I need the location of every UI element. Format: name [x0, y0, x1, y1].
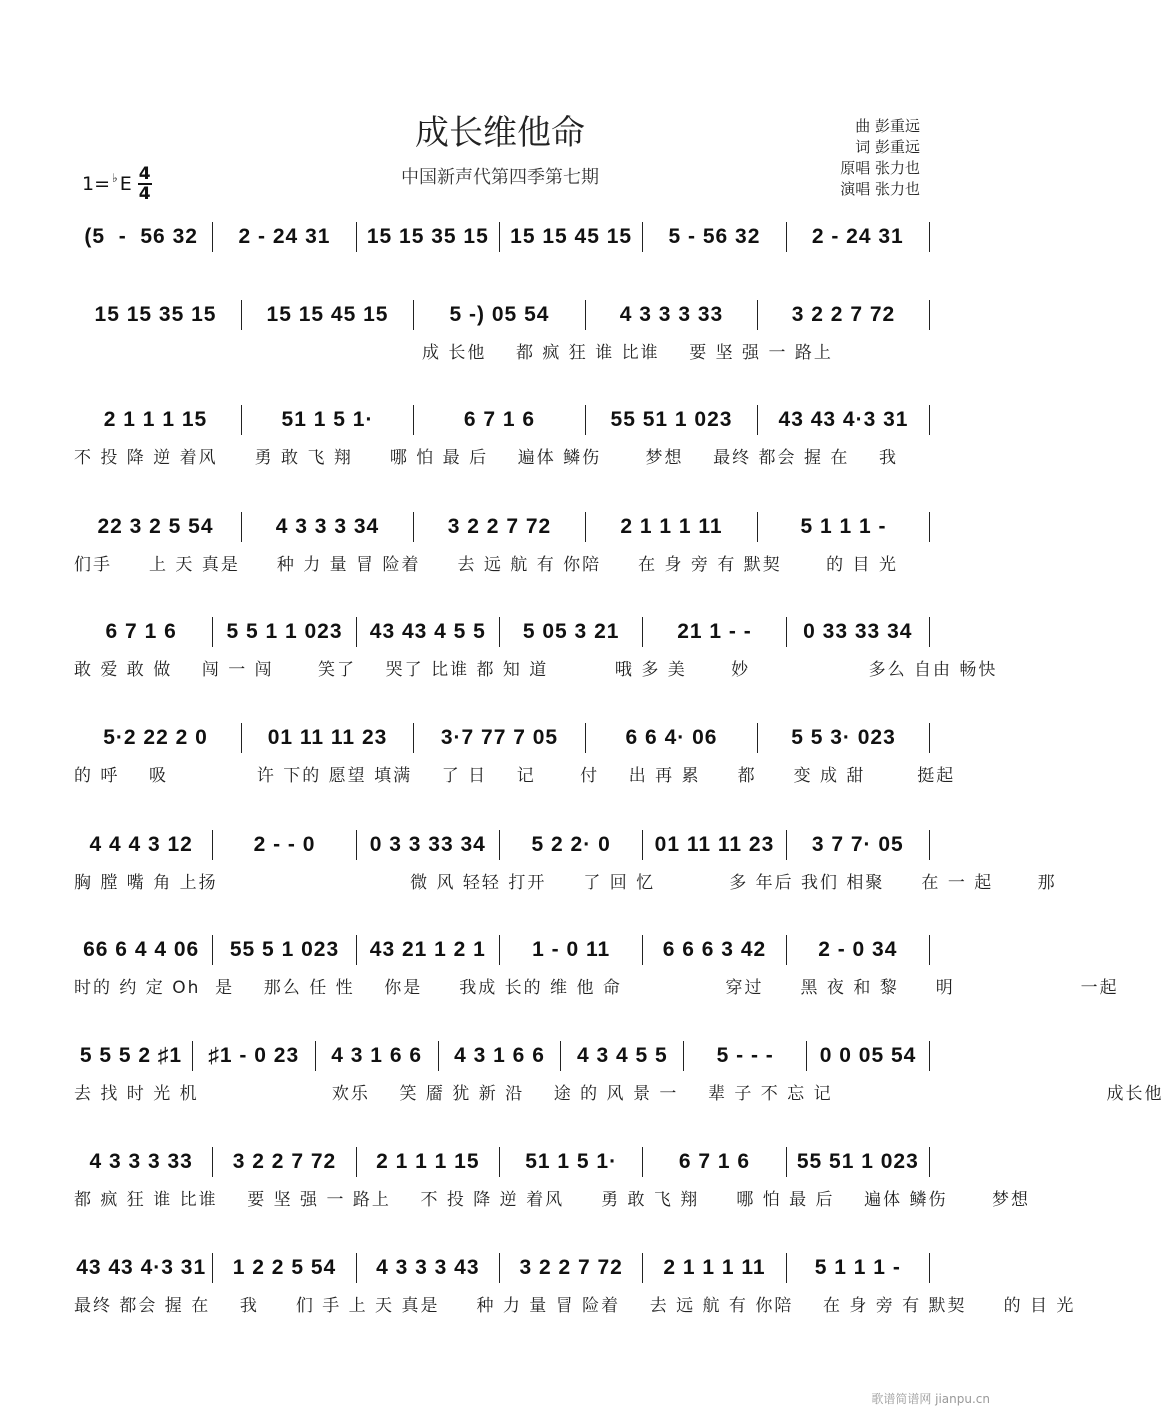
measure: 1 - 0 11 [532, 938, 611, 961]
notation-line [70, 510, 930, 544]
measure: 4 3 3 3 33 [619, 303, 724, 326]
lyrics-line: 不 投 降 逆 着风 勇 敢 飞 翔 哪 怕 最 后 遍体 鳞伤 梦想 最终 都会 握 在 我 [74, 448, 898, 468]
measure: 3 2 2 7 72 [791, 303, 896, 326]
credit-composer: 曲 彭重远 [855, 117, 920, 135]
bar-line [929, 1253, 930, 1283]
time-unit: 4 [138, 184, 151, 204]
measure: 5 1 1 1 - [800, 515, 887, 538]
measure: 5 5 1 1 023 [226, 620, 343, 643]
measure: 5·2 22 2 0 [103, 726, 208, 749]
score-row [70, 1039, 1164, 1104]
notation-line [70, 403, 930, 437]
watermark: 歌谱简谱网 jianpu.cn [871, 1392, 990, 1406]
lyrics-line: 胸 膛 嘴 角 上扬 微 风 轻轻 打开 了 回 忆 多 年后 我们 相聚 在 一 起 那 [74, 873, 1057, 893]
key-note: E [119, 173, 132, 195]
notation-line [70, 1251, 930, 1285]
measure: 2 1 1 1 15 [376, 1150, 480, 1173]
measure: 3 2 2 7 72 [519, 1256, 623, 1279]
measure: 15 15 45 15 [510, 225, 633, 248]
bar-line [929, 222, 930, 252]
measure: 2 - 24 31 [238, 225, 331, 248]
key-signature [82, 165, 152, 203]
credit-lyricist: 词 彭重远 [855, 138, 920, 156]
bar-line [929, 1147, 930, 1177]
measure: 43 43 4 5 5 [369, 620, 486, 643]
score-row [70, 615, 998, 680]
measure: 6 7 1 6 [678, 1150, 751, 1173]
measure: 55 51 1 023 [796, 1150, 919, 1173]
measure: 3 2 2 7 72 [232, 1150, 337, 1173]
score-row [70, 510, 930, 575]
score-row [70, 828, 1057, 893]
measure: 1 2 2 5 54 [232, 1256, 337, 1279]
score-row [70, 1251, 1076, 1316]
score-row [70, 403, 930, 468]
lyrics-line: 成 长他 都 疯 狂 谁 比谁 要 坚 强 一 路上 [74, 343, 833, 363]
lyrics-line: 都 疯 狂 谁 比谁 要 坚 强 一 路上 不 投 降 逆 着风 勇 敢 飞 翔 哪 怕 最 后 遍体 鳞伤 梦想 [74, 1190, 1030, 1210]
lyrics-line: 敢 爱 敢 做 闯 一 闯 笑了 哭了 比谁 都 知 道 哦 多 美 妙 多么 自由 畅快 [74, 660, 998, 680]
measure: 22 3 2 5 54 [97, 515, 214, 538]
measure: 01 11 11 23 [267, 726, 388, 749]
notation-line [70, 933, 930, 967]
notation-line [70, 721, 930, 755]
measure: 51 1 5 1· [525, 1150, 618, 1173]
measure: 6 6 4· 06 [625, 726, 718, 749]
measure: 5 - - - [716, 1044, 774, 1067]
measure: 0 0 05 54 [819, 1044, 917, 1067]
measure: 6 7 1 6 [463, 408, 536, 431]
bar-line [929, 723, 930, 753]
measure: 5 - 56 32 [668, 225, 761, 248]
bar-line [929, 1041, 930, 1071]
measure: 0 3 3 33 34 [369, 833, 486, 856]
measure: 5 2 2· 0 [531, 833, 611, 856]
bar-line [929, 512, 930, 542]
notation-line [70, 1145, 930, 1179]
measure: 2 1 1 1 11 [620, 515, 723, 538]
key-prefix: 1= [82, 173, 111, 195]
notation-line [70, 615, 930, 649]
measure: 5 5 3· 023 [791, 726, 896, 749]
measure: 2 - - 0 [253, 833, 316, 856]
measure: 51 1 5 1· [281, 408, 374, 431]
measure: 4 3 3 3 43 [376, 1256, 480, 1279]
score-row [70, 721, 956, 786]
notation-line [70, 220, 930, 254]
measure: 43 21 1 2 1 [369, 938, 486, 961]
bar-line [929, 830, 930, 860]
measure: 4 3 3 3 34 [275, 515, 380, 538]
measure: 2 1 1 1 15 [103, 408, 208, 431]
measure: (5 - 56 32 [84, 225, 198, 248]
measure: 15 15 45 15 [266, 303, 389, 326]
notation-line [70, 1039, 930, 1073]
measure: 4 3 1 6 6 [454, 1044, 545, 1067]
measure: 43 43 4·3 31 [76, 1256, 207, 1279]
measure: 01 11 11 23 [654, 833, 775, 856]
measure: ♯1 - 0 23 [208, 1044, 300, 1067]
measure: 2 - 0 34 [818, 938, 898, 961]
flat-sign: ♭ [112, 171, 118, 185]
measure: 3 2 2 7 72 [447, 515, 552, 538]
measure: 6 7 1 6 [105, 620, 177, 643]
measure: 43 43 4·3 31 [778, 408, 909, 431]
lyrics-line: 时的 约 定 Oh 是 那么 任 性 你是 我成 长的 维 他 命 穿过 黑 夜 和 黎 明 一起 [74, 978, 1119, 998]
measure: 55 51 1 023 [610, 408, 733, 431]
measure: 3·7 77 7 05 [440, 726, 559, 749]
credit-original-singer: 原唱 张力也 [840, 159, 920, 177]
measure: 5 05 3 21 [522, 620, 620, 643]
score-row [70, 933, 1119, 998]
lyrics-line: 去 找 时 光 机 欢乐 笑 靥 犹 新 沿 途 的 风 景 一 辈 子 不 忘 记 成长他 [74, 1084, 1164, 1104]
measure: 2 1 1 1 11 [663, 1256, 766, 1279]
measure: 6 6 6 3 42 [662, 938, 767, 961]
measure: 15 15 35 15 [366, 225, 489, 248]
measure: 0 33 33 34 [803, 620, 913, 643]
song-subtitle: 中国新声代第四季第七期 [401, 167, 599, 188]
song-title: 成长维他命 [415, 113, 585, 153]
measure: 4 3 1 6 6 [331, 1044, 423, 1067]
measure: 4 4 4 3 12 [89, 833, 193, 856]
measure: 66 6 4 4 06 [83, 938, 200, 961]
lyrics-line: 的 呼 吸 许 下的 愿望 填满 了 日 记 付 出 再 累 都 变 成 甜 挺起 [74, 766, 956, 786]
measure: 15 15 35 15 [94, 303, 217, 326]
measure: 2 - 24 31 [811, 225, 904, 248]
time-signature [138, 165, 152, 203]
notation-line [70, 298, 930, 332]
score-row [70, 1145, 1030, 1210]
time-beats: 4 [138, 164, 151, 184]
bar-line [929, 617, 930, 647]
score-row [70, 220, 930, 260]
measure: 5 -) 05 54 [449, 303, 550, 326]
lyrics-line: 们手 上 天 真是 种 力 量 冒 险着 去 远 航 有 你陪 在 身 旁 有 默契 的 目 光 [74, 555, 898, 575]
measure: 3 7 7· 05 [811, 833, 904, 856]
credits [840, 116, 920, 200]
credit-performer: 演唱 张力也 [840, 180, 920, 198]
lyrics-line: 最终 都会 握 在 我 们 手 上 天 真是 种 力 量 冒 险着 去 远 航 有 你陪 在 身 旁 有 默契 的 目 光 [74, 1296, 1076, 1316]
notation-line [70, 828, 930, 862]
measure: 4 3 3 3 33 [89, 1150, 193, 1173]
measure: 5 1 1 1 - [814, 1256, 901, 1279]
measure: 4 3 4 5 5 [577, 1044, 668, 1067]
measure: 55 5 1 023 [229, 938, 340, 961]
bar-line [929, 405, 930, 435]
bar-line [929, 935, 930, 965]
measure: 5 5 5 2 ♯1 [79, 1044, 183, 1067]
measure: 21 1 - - [677, 620, 752, 643]
score-row [70, 298, 930, 363]
bar-line [929, 300, 930, 330]
